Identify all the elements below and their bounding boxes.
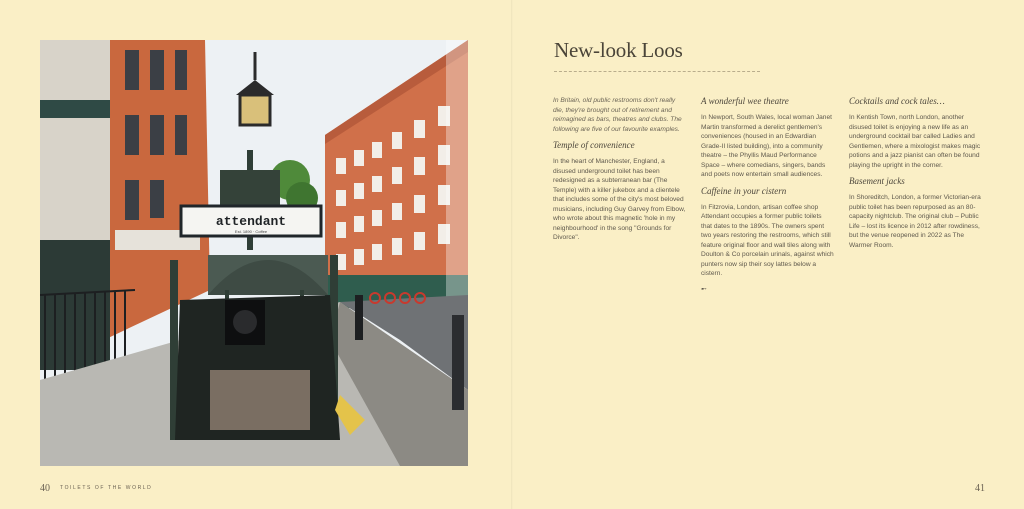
- page-number-left: 40: [40, 483, 50, 494]
- running-title: TOILETS OF THE WORLD: [60, 485, 153, 491]
- section-title: A wonderful wee theatre: [701, 96, 789, 106]
- article-intro: In Britain, old public restrooms don't really die, they're brought out of retirement and reimagined as bars, theatres and clubs. The following are five of our favourite examples.: [553, 97, 682, 133]
- section-body: In Kentish Town, north London, another disused toilet is enjoying a new life as an underground cocktail bar called Ladies and Gentlemen, where a mixologist makes magic potions and a jazz pianist can often be found playing the upright in the corner.: [849, 114, 981, 169]
- text-column-1: [553, 96, 686, 249]
- section-body: In Newport, South Wales, local woman Janet Martin transformed a derelict gentlemen's conveniences (housed in an Edwardian Grade-II listed building), into a community theatre – the Phyllis Maud Performance Space – where comedians, singers, bands and poets now entertain small audiences.: [701, 114, 832, 178]
- sign-text: attendant: [215, 214, 287, 229]
- section-title: Temple of convenience: [553, 140, 635, 150]
- section-body: In Fitzrovia, London, artisan coffee shop Attendant occupies a former public toilets that dates to the 1890s. The owners spent two years restoring the restrooms, which still feature original floor and wall tiles along with Doulton & Co porcelain urinals, against which punters now sip their soy lattes below a cistern.: [701, 203, 834, 277]
- section-title: Cocktails and cock tales…: [849, 96, 945, 106]
- book-gutter: [511, 0, 513, 509]
- heading-rule: [554, 71, 760, 72]
- sign-subtext: Est. 1890 · Coffee: [234, 229, 268, 234]
- article-heading: New-look Loos: [554, 38, 683, 62]
- continue-arrow-icon: ➸: [701, 285, 707, 293]
- page-number-right: 41: [975, 483, 985, 494]
- section-body: In the heart of Manchester, England, a disused underground toilet has been redesigned as a subterranean bar (The Temple) with a killer jukebox and a clientele that includes some of the city's most beloved musicians, including Guy Garvey from Elbow, who wrote about this magnetic 'hole in my neighbourhood' in the song "Grounds for Divorce".: [553, 158, 686, 241]
- section-title: Basement jacks: [849, 176, 905, 186]
- section-title: Caffeine in your cistern: [701, 185, 787, 196]
- street-photo: [40, 40, 468, 466]
- text-column-2: [701, 96, 834, 300]
- attendant-entrance-illustration: [40, 40, 468, 466]
- text-column-3: [849, 96, 982, 256]
- section-body: In Shoreditch, London, a former Victorian-era public toilet has been repurposed as an 80-capacity nightclub. The original club – Public Life – lost its licence in 2012 after rowdiness, but the venue reopened in 2022 as The Warmer Room.: [849, 194, 981, 249]
